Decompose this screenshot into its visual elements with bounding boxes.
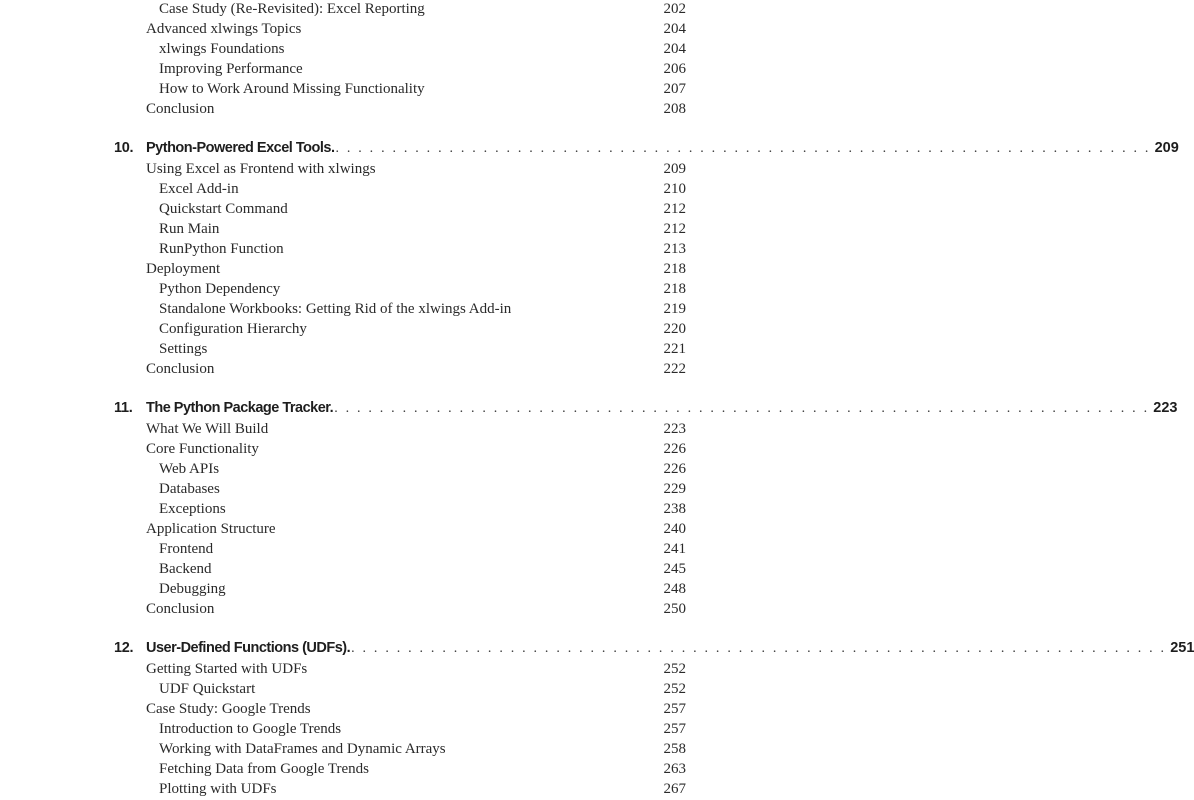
toc-entry[interactable] xyxy=(0,479,800,499)
toc-entry-title: xlwings Foundations xyxy=(159,41,285,57)
toc-entry[interactable] xyxy=(0,99,800,119)
toc-entry-title: Case Study (Re-Revisited): Excel Reporting xyxy=(159,1,425,17)
chapter-number: 11. xyxy=(114,400,133,416)
toc-entry-title: Settings xyxy=(159,341,208,357)
toc-entry[interactable] xyxy=(0,259,800,279)
toc-entry-title: Advanced xlwings Topics xyxy=(146,21,302,37)
toc-entry-title: Improving Performance xyxy=(159,61,303,77)
toc-entry[interactable] xyxy=(0,599,800,619)
toc-entry-page: 240 xyxy=(663,521,686,537)
chapter-title: User-Defined Functions (UDFs). xyxy=(146,640,351,656)
toc-entry[interactable] xyxy=(0,319,800,339)
toc-entry-title: Core Functionality xyxy=(146,441,259,457)
toc-entry[interactable] xyxy=(0,419,800,439)
chapter-page: 209 xyxy=(1154,140,1179,156)
toc-entry-title: Deployment xyxy=(146,261,221,277)
toc-entry-page: 220 xyxy=(663,321,686,337)
toc-chapter-heading[interactable] xyxy=(0,398,1178,418)
chapter-title: Python-Powered Excel Tools. xyxy=(146,140,335,156)
dot-leader: . . . . . . . . . . . . . . . . . . . . . . . . . . . . . . . . . . . . . . . . . . . . . . . . . . . . . . . . . . . . . . . . . . . . . . . . xyxy=(351,641,1167,656)
toc-entry-page: 219 xyxy=(663,301,686,317)
toc-entry-page: 204 xyxy=(663,41,686,57)
toc-entry[interactable] xyxy=(0,659,800,679)
toc-entry-title: Debugging xyxy=(159,581,226,597)
toc-entry-title: Web APIs xyxy=(159,461,220,477)
toc-entry[interactable] xyxy=(0,279,800,299)
toc-entry-title: Exceptions xyxy=(159,501,226,517)
toc-entry-title: Introduction to Google Trends xyxy=(159,721,342,737)
chapter-number: 10. xyxy=(114,140,134,156)
toc-entry-page: 208 xyxy=(663,101,686,117)
toc-entry-title: Getting Started with UDFs xyxy=(146,661,308,677)
toc-entry-page: 250 xyxy=(663,601,686,617)
toc-entry-page: 213 xyxy=(663,241,686,257)
toc-entry-title: What We Will Build xyxy=(146,421,269,437)
toc-entry[interactable] xyxy=(0,699,800,719)
toc-entry-title: Standalone Workbooks: Getting Rid of the xlwings Add-in xyxy=(159,301,512,317)
toc-entry-page: 257 xyxy=(663,721,686,737)
toc-entry-page: 223 xyxy=(663,421,686,437)
toc-entry-title: Conclusion xyxy=(146,361,215,377)
toc-entry-page: 252 xyxy=(663,661,686,677)
toc-entry-page: 202 xyxy=(663,1,686,17)
chapter-page: 251 xyxy=(1170,640,1194,656)
toc-chapter-heading[interactable] xyxy=(0,138,1179,158)
toc-entry-title: Run Main xyxy=(159,221,220,237)
toc-entry-page: 222 xyxy=(663,361,686,377)
toc-entry[interactable] xyxy=(0,459,800,479)
toc-entry-title: Fetching Data from Google Trends xyxy=(159,761,369,777)
toc-entry[interactable] xyxy=(0,559,800,579)
toc-entry-page: 257 xyxy=(663,701,686,717)
toc-entry[interactable] xyxy=(0,199,800,219)
dot-leader: . . . . . . . . . . . . . . . . . . . . . . . . . . . . . . . . . . . . . . . . . . . . . . . . . . . . . . . . . . . . . . . . . . . . . . . . xyxy=(334,401,1150,416)
toc-entry[interactable] xyxy=(0,679,800,699)
toc-entry[interactable] xyxy=(0,339,800,359)
toc-entry-title: RunPython Function xyxy=(159,241,284,257)
toc-entry-title: Application Structure xyxy=(146,521,276,537)
toc-entry-page: 206 xyxy=(663,61,686,77)
toc-entry[interactable] xyxy=(0,779,800,799)
toc-entry[interactable] xyxy=(0,59,800,79)
toc-entry-page: 209 xyxy=(663,161,686,177)
toc-entry-page: 267 xyxy=(663,781,686,797)
toc-entry[interactable] xyxy=(0,159,800,179)
chapter-title: The Python Package Tracker. xyxy=(146,400,334,416)
toc-entry-page: 207 xyxy=(663,81,686,97)
toc-entry[interactable] xyxy=(0,239,800,259)
toc-entry[interactable] xyxy=(0,759,800,779)
toc-entry-title: Using Excel as Frontend with xlwings xyxy=(146,161,376,177)
toc-entry-page: 212 xyxy=(663,201,686,217)
toc-entry-title: UDF Quickstart xyxy=(159,681,256,697)
toc-entry[interactable] xyxy=(0,219,800,239)
toc-entry-page: 212 xyxy=(663,221,686,237)
toc-entry-title: Databases xyxy=(159,481,220,497)
toc-entry-title: Configuration Hierarchy xyxy=(159,321,307,337)
toc-entry-page: 218 xyxy=(663,281,686,297)
toc-entry-title: Frontend xyxy=(159,541,214,557)
toc-entry[interactable] xyxy=(0,539,800,559)
toc-entry-page: 245 xyxy=(663,561,686,577)
toc-entry-title: Case Study: Google Trends xyxy=(146,701,311,717)
toc-entry-page: 252 xyxy=(663,681,686,697)
toc-entry[interactable] xyxy=(0,499,800,519)
toc-entry[interactable] xyxy=(0,439,800,459)
toc-entry[interactable] xyxy=(0,519,800,539)
toc-entry-page: 263 xyxy=(663,761,686,777)
toc-entry-title: Quickstart Command xyxy=(159,201,288,217)
toc-entry-page: 210 xyxy=(663,181,686,197)
toc-entry-page: 221 xyxy=(663,341,686,357)
toc-entry[interactable] xyxy=(0,579,800,599)
toc-entry[interactable] xyxy=(0,19,800,39)
toc-entry[interactable] xyxy=(0,359,800,379)
toc-entry-page: 238 xyxy=(663,501,686,517)
toc-entry[interactable] xyxy=(0,719,800,739)
toc-entry-title: Conclusion xyxy=(146,101,215,117)
toc-entry-title: Plotting with UDFs xyxy=(159,781,277,797)
toc-entry-title: How to Work Around Missing Functionality xyxy=(159,81,425,97)
dot-leader: . . . . . . . . . . . . . . . . . . . . . . . . . . . . . . . . . . . . . . . . . . . . . . . . . . . . . . . . . . . . . . . . . . . . . . . . xyxy=(335,141,1151,156)
toc-entry[interactable] xyxy=(0,299,800,319)
toc-entry-page: 204 xyxy=(663,21,686,37)
toc-entry-page: 258 xyxy=(663,741,686,757)
toc-entry-page: 226 xyxy=(663,441,686,457)
toc-entry-page: 229 xyxy=(663,481,686,497)
toc-entry[interactable] xyxy=(0,39,800,59)
chapter-page: 223 xyxy=(1153,400,1178,416)
toc-entry-title: Working with DataFrames and Dynamic Arrays xyxy=(159,741,446,757)
toc-entry-page: 241 xyxy=(663,541,686,557)
toc-entry-page: 218 xyxy=(663,261,686,277)
toc-entry-page: 248 xyxy=(663,581,686,597)
toc-entry-title: Conclusion xyxy=(146,601,215,617)
toc-entry-title: Python Dependency xyxy=(159,281,281,297)
toc-entry[interactable] xyxy=(0,739,800,759)
toc-entry-title: Backend xyxy=(159,561,212,577)
toc-entry[interactable] xyxy=(0,179,800,199)
toc-entry[interactable] xyxy=(0,0,800,19)
toc-entry[interactable] xyxy=(0,79,800,99)
toc-chapter-heading[interactable] xyxy=(0,638,1194,658)
chapter-number: 12. xyxy=(114,640,134,656)
toc-entry-page: 226 xyxy=(663,461,686,477)
toc-entry-title: Excel Add-in xyxy=(159,181,239,197)
